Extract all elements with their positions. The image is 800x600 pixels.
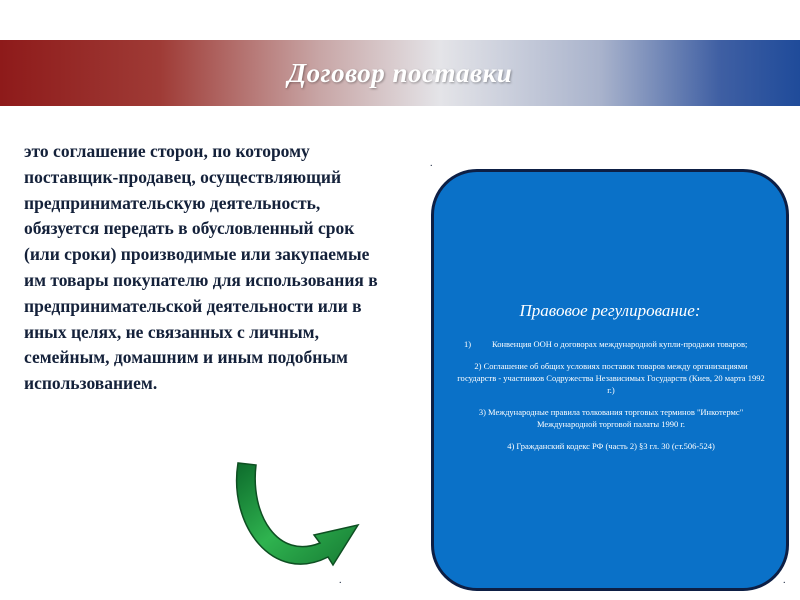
- dot-marker: .: [783, 575, 786, 586]
- regulation-item: [456, 338, 766, 350]
- dot-marker: .: [339, 575, 342, 586]
- slide-title: Договор поставки: [287, 58, 513, 88]
- dot-marker: .: [430, 158, 433, 169]
- legal-regulation-card: [431, 169, 789, 591]
- regulation-number: 1): [464, 339, 472, 349]
- regulation-item: 3) Международные правила толкования торговых терминов "Инкотермс" Международной торговой палаты 1990 г.: [478, 407, 744, 429]
- regulation-item: 4) Гражданский кодекс РФ (часть 2) §3 гл. 30 (ст.506-524): [507, 441, 715, 451]
- regulation-text: Конвенция ООН о договорах международной купли-продажи товаров;: [492, 339, 748, 349]
- curved-arrow-icon: [228, 455, 368, 590]
- card-heading: Правовое регулирование:: [519, 301, 701, 320]
- regulation-list: [456, 338, 766, 462]
- definition-text: это соглашение сторон, по которому поставщик-продавец, осуществляющий предпринимательскую деятельность, обязуется передать в обусловленный срок (или сроки) производимые или закупаемые им товары покупателю для использования в предпринимательской деятельности или в иных целях, не связанных с личным, семейным, домашним и иным подобным использованием.: [24, 141, 378, 394]
- regulation-item: 2) Соглашение об общих условиях поставок товаров между организациями государств - участников Содружества Независимых Государств (Киев, 20 марта 1992 г.): [457, 361, 765, 395]
